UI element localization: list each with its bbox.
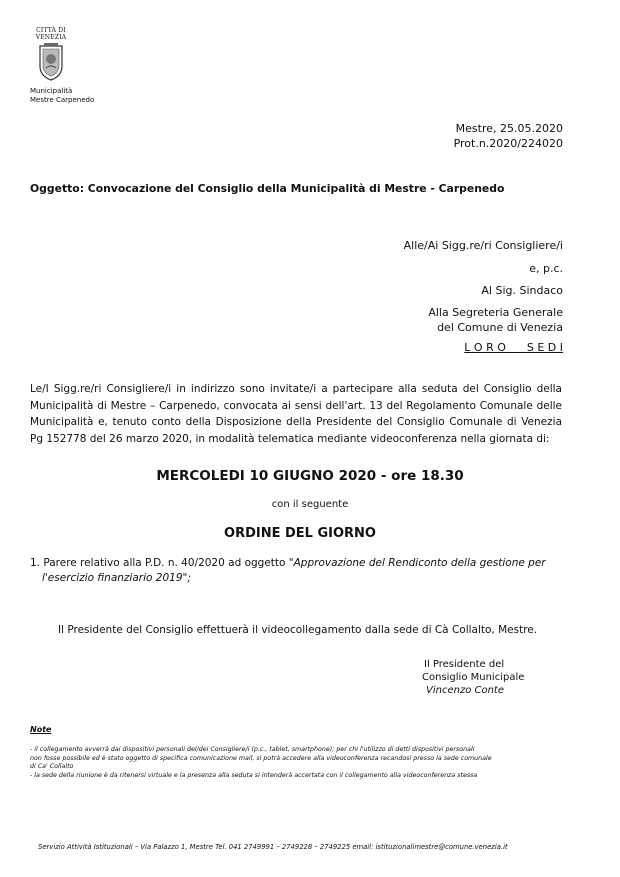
logo-text [30,28,72,41]
signature-block [422,658,524,697]
agenda-item-number: 1. [30,557,41,569]
note-line: di Ca' Collalto [30,763,74,771]
signature-line: Consiglio Municipale [422,672,525,683]
recipient-line: Al Sig. Sindaco [481,284,563,297]
protocol-number: Prot.n.2020/224020 [453,137,563,150]
president-note: Il Presidente del Consiglio effettuerà il videocollegamento dalla sede di Cà Collalto, Mestre. [58,624,538,636]
con-il-seguente: con il seguente [271,499,349,510]
agenda-item [30,556,570,585]
note-line: - la sede della riunione è da ritenersi virtuale e la presenza alla seduta si intenderà accertata con il collegamento alla videoconferenza stessa [30,771,478,779]
body-paragraph: Le/I Sigg.re/ri Consigliere/i in indirizzo sono invitate/i a partecipare alla seduta del Consiglio della Municipalità di Mestre – Carpenedo, convocata ai sensi dell'art. 13 del Regolamento Comunale delle Municipalità e, tenuto conto della Disposizione della Presidente del Consiglio Comunale di Venezia Pg 152778 del 26 marzo 2020, in modalità telematica mediante videoconferenza nella giornata di: [30,383,562,445]
signature-name: Vincenzo Conte [426,685,505,696]
recipient-line: e, p.c. [529,262,563,275]
signature-line: Il Presidente del [424,659,505,670]
notes-list [30,746,565,780]
municipality-label [30,87,94,105]
notes-title: Note [30,725,52,734]
city-logo [30,28,72,82]
recipient-line: Alla Segreteria Generale [428,306,563,319]
note-line: - il collegamento avverrà dai dispositivi personali del/dei Consigliere/i (p.c., tablet, smartphone); per chi l'utilizzo di detti dispositivi personali [30,746,475,753]
municipality-line: Mestre Carpenedo [30,96,95,104]
subject-line: Oggetto: Convocazione del Consiglio della Municipalità di Mestre - Carpenedo [30,182,505,195]
note-line: non fosse possibile ed è stato oggetto di specifica comunicazione mail, si potrà accedere alla videoconferenza recandosi presso la sede comunale [30,754,492,762]
date-line: Mestre, 25.05.2020 [455,122,563,135]
recipient-line: del Comune di Venezia [437,321,563,334]
footer: Servizio Attività Istituzionali – Via Palazzo 1, Mestre Tel. 041 2749991 – 2749228 – 2749225 email: istituzionalimestre@comune.venezia.it [38,843,508,851]
agenda-title: ORDINE DEL GIORNO [224,526,376,541]
recipient-line: Alle/Ai Sigg.re/ri Consigliere/i [403,239,563,252]
logo-text-line: CITTÀ DI [36,27,66,34]
agenda-item-title-cont: l'esercizio finanziario 2019"; [42,571,191,584]
recipient-line: L O R O S E D I [464,341,563,354]
meeting-date: MERCOLEDI 10 GIUGNO 2020 - ore 18.30 [156,468,464,484]
logo-text-line: VENEZIA [35,33,67,41]
agenda-item-title: "Approvazione del Rendiconto della gestione per [288,557,546,569]
coat-of-arms-icon [36,42,66,82]
municipality-line: Municipalità [30,87,73,95]
agenda-item-text: Parere relativo alla P.D. n. 40/2020 ad oggetto [43,557,289,569]
